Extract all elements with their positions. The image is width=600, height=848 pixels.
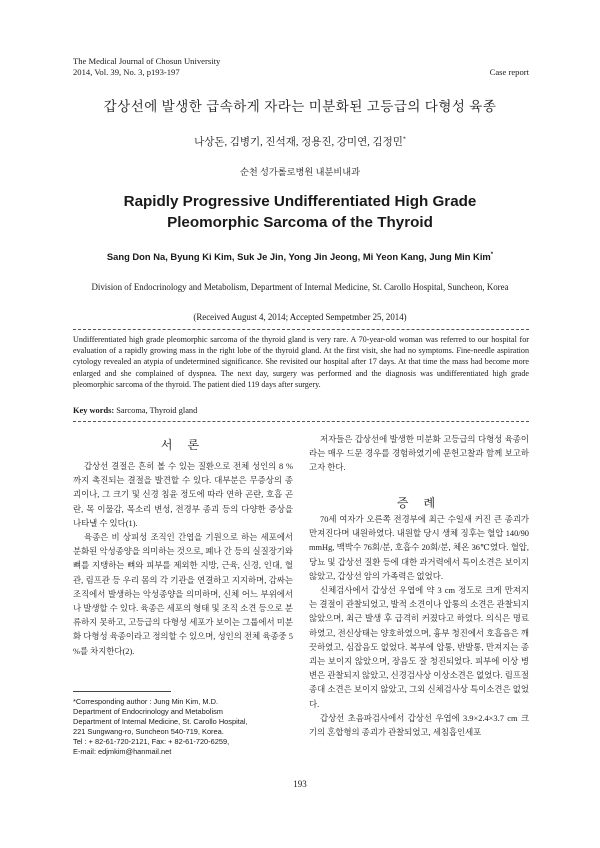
corresponding-mark: * (402, 136, 406, 143)
correspondence-email: E-mail: edjmkim@hanmail.net (73, 747, 172, 756)
footnote-separator (73, 691, 171, 692)
english-authors (0, 251, 600, 262)
intro-paragraph-1: 갑상선 결절은 흔히 볼 수 있는 질환으로 전체 성인의 8 %까지 촉진되는 결절을 발견할 수 있다. 대부분은 무증상의 종괴이나, 그 크기 및 신경 침윤 정도에 따라 연하 곤란, 호흡 곤란, 목 이물감, 목소리 변성, 전경부 종괴 등의 다양한 증상을 나타낼 수 있다(1). (73, 462, 293, 528)
keywords-label: Key words: (73, 406, 115, 415)
journal-info (73, 56, 220, 78)
english-affiliation: Division of Endocrinology and Metabolism, Department of Internal Medicine, St. Carollo Hospital, Suncheon, Korea (91, 282, 509, 292)
corresponding-mark: * (490, 251, 494, 258)
intro-paragraph-2: 육종은 비 상피성 조직인 간엽을 기원으로 하는 세포에서 분화된 악성종양을 의미하는 것으로, 폐나 간 등의 실질장기와 뼈를 지탱하는 뼈와 피부를 제외한 지방, 근육, 신경, 인대, 혈관, 림프관 등 우리 몸의 각 기관을 연결하고 지지하며, 감싸는 조직에서 발생하는 악성종양을 의미하며, 신체 어느 부위에서나 발생할 수 있다. 육종은 세포의 형태 및 조직 소견 등으로 분류하지 못하고, 고등급의 다형성 세포가 보이는 그룹에서 미분화 다형성 육종이라고 정의할 수 있으며, 성인의 전체 육종중 5 %를 차지한다(2). (73, 533, 293, 656)
section-heading-case: 증 례 (396, 496, 442, 510)
abstract-top-rule (73, 329, 529, 330)
korean-authors (0, 134, 600, 149)
journal-name: The Medical Journal of Chosun University (73, 56, 221, 66)
english-author-names: Sang Don Na, Byung Ki Kim, Suk Je Jin, Yong Jin Jeong, Mi Yeon Kang, Jung Min Kim (106, 251, 491, 262)
keywords (73, 406, 197, 415)
page-number: 193 (293, 779, 307, 789)
english-title-line2: Pleomorphic Sarcoma of the Thyroid (167, 214, 433, 231)
korean-affiliation: 순천 성가롤로병원 내분비내과 (240, 167, 360, 177)
case-paragraph-1: 70세 여자가 오른쪽 전경부에 최근 수일새 커진 큰 종괴가 만져진다며 내원하였다. 내원할 당시 생체 징후는 혈압 140/90 mmHg, 맥박수 76회/분, 호흡수 20회/분, 체온 36℃였다. 혈압, 당뇨 및 갑상선 질환 등에 대한 과거력에서 특이소견은 보이지 않았고, 갑상선 암의 가족력은 없었다. (309, 515, 529, 581)
case-paragraph-2: 신체검사에서 갑상선 우엽에 약 3 cm 정도로 크게 만져지는 결절이 관찰되었고, 발적 소견이나 압통의 소견은 관찰되지 않았으며, 최근 발생 후 급격히 커졌다고 하였다. 의식은 명료하였고, 전신상태는 양호하였으며, 흉부 청진에서 호흡음은 깨끗하였고, 심잡음도 없었다. 복부에 압통, 반발통, 만져지는 종괴는 보이지 않았으며, 장음도 잘 청진되었다. 피부에 이상 병변은 관찰되지 않았고, 신경검사상 이상소견은 없었다. 림프절 종대 소견은 보이지 않았고, 그외 신체검사상 특이소견은 없었다. (309, 586, 529, 709)
correspondence-hospital: Department of Internal Medicine, St. Carollo Hospital, (73, 717, 248, 726)
correspondence-dept: Department of Endocrinology and Metabolism (73, 707, 223, 716)
correspondence-address: 221 Sungwang-ro, Suncheon 540-719, Korea. (73, 727, 224, 736)
english-title-line1: Rapidly Progressive Undifferentiated High Grade (123, 193, 477, 210)
right-column-intro (309, 433, 529, 476)
abstract-bottom-rule (73, 421, 529, 422)
keywords-value: Sarcoma, Thyroid gland (116, 406, 198, 415)
corresponding-author: *Corresponding author : Jung Min Kim, M.D. (73, 697, 219, 706)
case-paragraph-3: 갑상선 초음파검사에서 갑상선 우엽에 3.9×2.4×3.7 cm 크기의 혼합형의 종괴가 관찰되었고, 세침흡인세포 (309, 713, 529, 738)
received-dates: (Received August 4, 2014; Accepted Sempetmber 25, 2014) (193, 312, 407, 322)
correspondence (73, 697, 248, 757)
correspondence-phone: Tel : + 82-61-720-2121, Fax: + 82-61-720-6259, (73, 737, 230, 746)
right-column-body (309, 513, 529, 740)
korean-title: 갑상선에 발생한 급속하게 자라는 미분화된 고등급의 다형성 육종 (103, 99, 497, 114)
abstract: Undifferentiated high grade pleomorphic sarcoma of the thyroid gland is very rare. A 70-year-old woman was referred to our hospital for evaluation of a rapidly growing mass in the right lobe of the thyroid gland. At the first visit, she had no symptoms. Fine-needle aspiration cytology revealed an atypia of undetermined significance. She revisited our hospital after 17 days. At that time the mass had become more enlarged and she complained of dyspnea. The next day, surgery was performed and the diagnosis was undifferentiated high grade pleomorphic sarcoma of the thyroid. The patient died 119 days after surgery. (73, 335, 529, 389)
section-heading-introduction: 서 론 (160, 438, 206, 452)
left-column-body (73, 460, 293, 659)
journal-issue: 2014, Vol. 39, No. 3, p193-197 (73, 67, 180, 77)
english-title (0, 191, 600, 233)
korean-author-names: 나상돈, 김병기, 진석재, 정용진, 강미연, 김정민 (194, 137, 403, 148)
article-type: Case report (489, 67, 529, 77)
intro-closing-paragraph: 저자들은 갑상선에 발생한 미분화 고등급의 다형성 육종이라는 매우 드문 경우를 경험하였기에 문헌고찰과 함께 보고하고자 한다. (309, 435, 529, 473)
